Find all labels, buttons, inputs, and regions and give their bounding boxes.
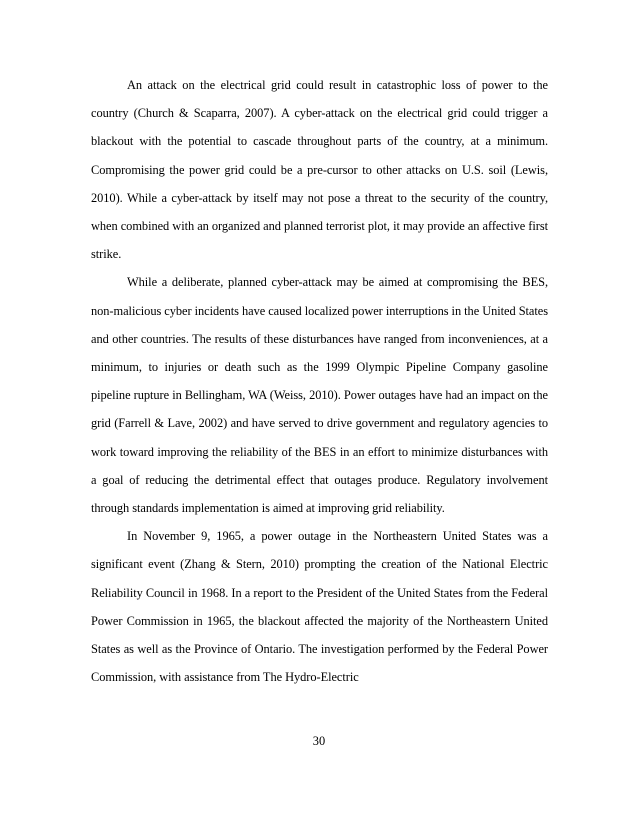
paragraph-1: An attack on the electrical grid could result in catastrophic loss of power to the country (Church & Scaparra, 2007). A cyber-attack on the electrical grid could trigger a blackout with the potential to cascade throughout parts of the country, at a minimum. Compromising the power grid could be a pre-cursor to other attacks on U.S. soil (Lewis, 2010). While a cyber-attack by itself may not pose a threat to the security of the country, when combined with an organized and planned terrorist plot, it may provide an affective first strike.: [91, 78, 548, 262]
page-number: 30: [312, 734, 326, 748]
body-text: [91, 71, 548, 691]
paragraph-2: While a deliberate, planned cyber-attack may be aimed at compromising the BES, non-malicious cyber incidents have caused localized power interruptions in the United States and other countries. The results of these disturbances have ranged from inconveniences, at a minimum, to injuries or death such as the 1999 Olympic Pipeline Company gasoline pipeline rupture in Bellingham, WA (Weiss, 2010). Power outages have had an impact on the grid (Farrell & Lave, 2002) and have served to drive government and regulatory agencies to work toward improving the reliability of the BES in an effort to minimize disturbances with a goal of reducing the detrimental effect that outages produce. Regulatory involvement through standards implementation is aimed at improving grid reliability.: [91, 275, 548, 516]
paragraph-3: In November 9, 1965, a power outage in the Northeastern United States was a significant event (Zhang & Stern, 2010) prompting the creation of the National Electric Reliability Council in 1968. In a report to the President of the United States from the Federal Power Commission in 1965, the blackout affected the majority of the Northeastern United States as well as the Province of Ontario. The investigation performed by the Federal Power Commission, with assistance from The Hydro-Electric: [91, 529, 548, 685]
